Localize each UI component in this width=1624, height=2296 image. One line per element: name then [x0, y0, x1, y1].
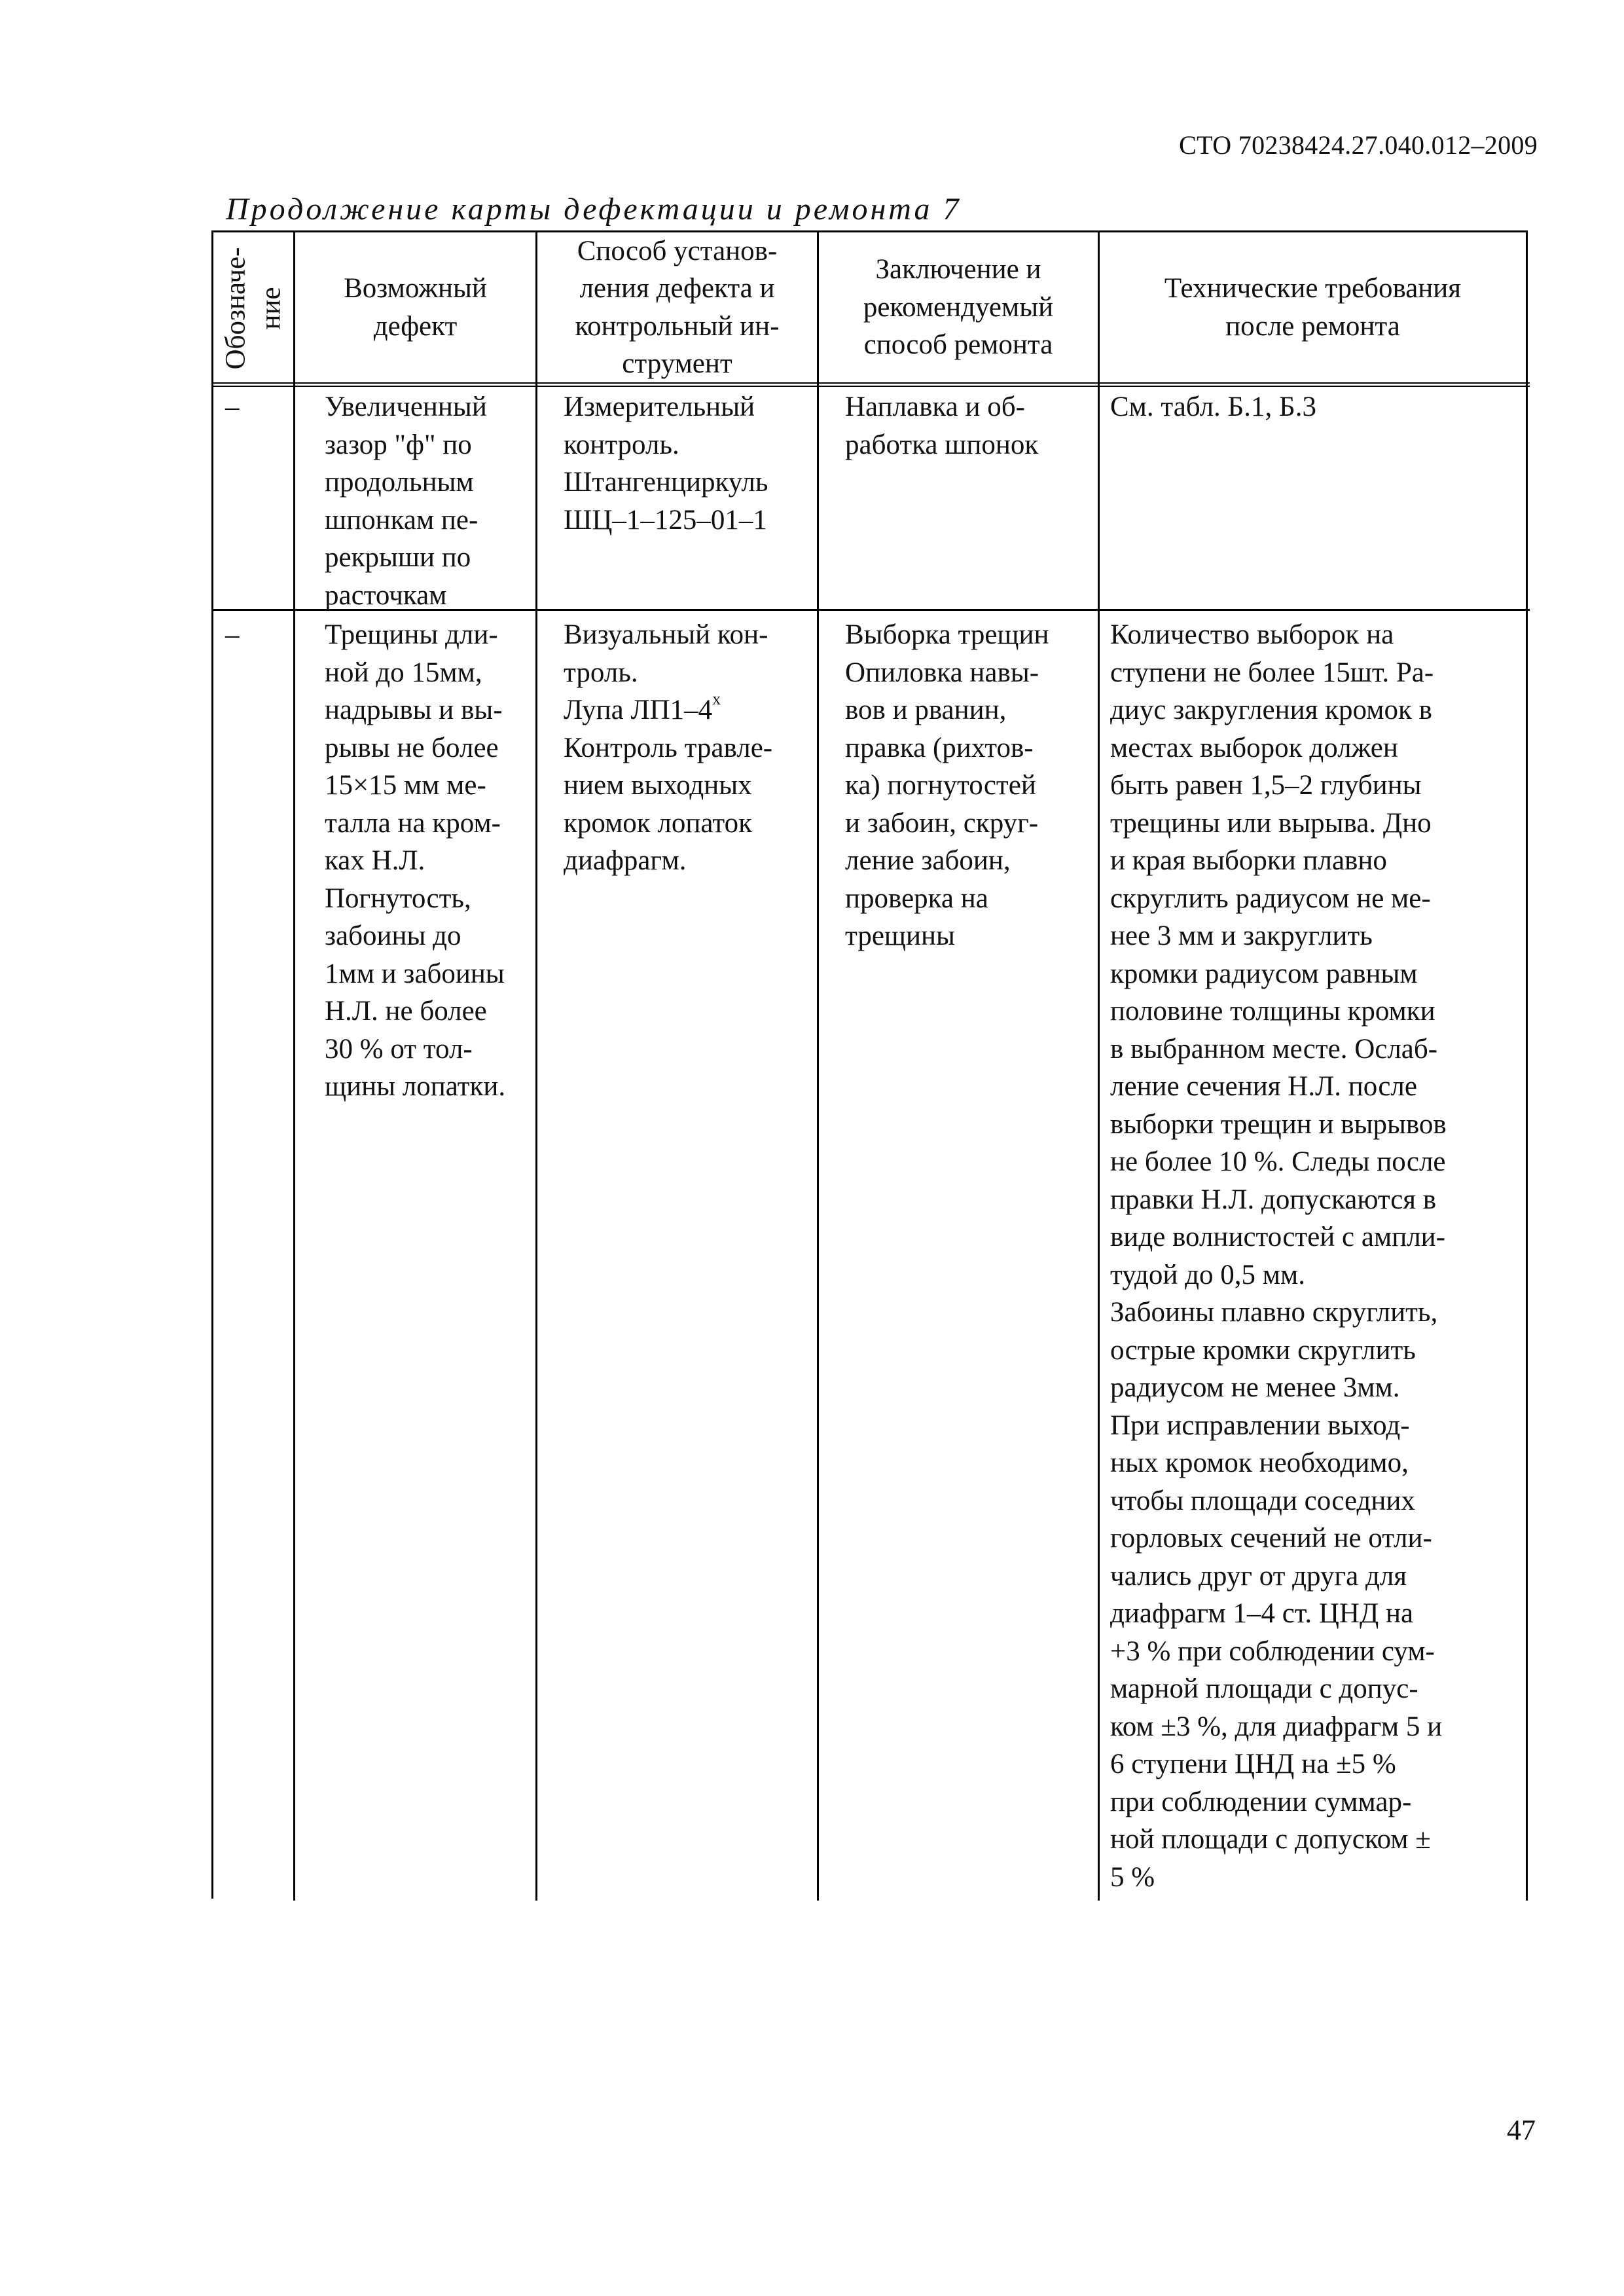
- requirement-line: марной площади с допус-: [1110, 1673, 1418, 1704]
- requirement-line: горловых сечений не отли-: [1110, 1523, 1432, 1554]
- requirement-line: правки Н.Л. допускаются в: [1110, 1184, 1437, 1215]
- row1-defect: Увеличенный зазор "ф" по продольным шпонкам пе- рекрыши по расточкам: [325, 392, 487, 611]
- row2-requirements: [1110, 616, 1447, 1896]
- requirement-line: скруглить радиусом не ме-: [1110, 883, 1431, 914]
- requirement-line: половине толщины кромки: [1110, 996, 1435, 1027]
- row2-method: Визуальный кон- троль. Лупа $ЛП1-4^х$ Контроль травле- нием выходных кромок лопаток диафрагм.: [564, 619, 773, 876]
- document-code: СТО 70238424.27.040.012–2009: [1179, 130, 1538, 160]
- header-designation: Обозначе- ние: [220, 247, 287, 370]
- header-defect: Возможный дефект: [344, 273, 487, 342]
- row1-requirements: См. табл. Б.1, Б.3: [1110, 392, 1316, 422]
- header-conclusion: Заключение и рекомендуемый способ ремонта: [863, 254, 1054, 361]
- column-divider: [1098, 232, 1100, 1901]
- requirement-line: ных кромок необходимо,: [1110, 1448, 1409, 1478]
- table-caption: Продолжение карты дефектации и ремонта 7: [226, 192, 962, 227]
- row1-conclusion: Наплавка и об- работка шпонок: [845, 392, 1039, 460]
- requirement-line: чались друг от друга для: [1110, 1560, 1407, 1592]
- requirement-line: 6 ступени ЦНД на ±5 %: [1110, 1749, 1396, 1779]
- requirement-line: радиусом не менее 3мм.: [1110, 1372, 1400, 1403]
- requirement-line: и края выборки плавно: [1110, 845, 1387, 876]
- requirement-line: ление сечения Н.Л. после: [1110, 1071, 1417, 1102]
- requirement-line: диафрагм 1–4 ст. ЦНД на: [1110, 1598, 1414, 1629]
- requirement-line: при соблюдении суммар-: [1110, 1786, 1412, 1817]
- requirement-line: +3 % при соблюдении сум-: [1110, 1635, 1435, 1667]
- requirement-line: местах выборок должен: [1110, 732, 1398, 763]
- requirement-line: в выбранном месте. Ослаб-: [1110, 1033, 1438, 1065]
- row2-defect: Трещины дли- ной до 15мм, надрывы и вы- рывы не более 15×15 мм ме- талла на кром- ках Н.Л. Погнутость, забоины до 1мм и забоины Н.Л. не более 30 % от тол- щины лопатки.: [325, 619, 506, 1102]
- requirement-line: быть равен 1,5–2 глубины: [1110, 770, 1422, 801]
- column-divider: [293, 232, 295, 1901]
- requirement-line: ной площади с допуском ±: [1110, 1824, 1431, 1855]
- page-number: 47: [1507, 2114, 1536, 2146]
- requirement-line: Количество выборок на: [1110, 619, 1394, 650]
- requirement-line: кромки радиусом равным: [1110, 958, 1418, 989]
- requirement-line: ступени не более 15шт. Ра-: [1110, 657, 1434, 688]
- requirement-line: виде волнистостей с ампли-: [1110, 1222, 1445, 1252]
- header-requirements: Технические требования после ремонта: [1164, 273, 1462, 342]
- row1-method: Измерительный контроль. Штангенциркуль ШЦ–1–125–01–1: [564, 392, 768, 536]
- requirement-line: диус закругления кромок в: [1110, 695, 1432, 725]
- column-divider: [535, 232, 537, 1901]
- requirement-line: выборки трещин и вырывов: [1110, 1108, 1447, 1140]
- requirement-line: трещины или вырыва. Дно: [1110, 807, 1432, 839]
- requirement-line: ком ±3 %, для диафрагм 5 и: [1110, 1711, 1443, 1742]
- requirement-line: 5 %: [1110, 1861, 1155, 1893]
- requirement-line: тудой до 0,5 мм.: [1110, 1259, 1305, 1290]
- requirement-line: нее 3 мм и закруглить: [1110, 920, 1373, 951]
- defect-table: [211, 230, 1528, 1899]
- requirement-line: острые кромки скруглить: [1110, 1334, 1416, 1366]
- requirement-line: При исправлении выход-: [1110, 1410, 1410, 1441]
- superscript-x: х: [712, 689, 721, 708]
- row2-designation: –: [225, 619, 240, 650]
- requirement-line: Забоины плавно скруглить,: [1110, 1297, 1438, 1328]
- row2-conclusion: Выборка трещин Опиловка навы- вов и рванин, правка (рихтов- ка) погнутостей и забоин, скруг- ление забоин, проверка на трещины: [845, 619, 1049, 951]
- header-method: Способ установ- ления дефекта и контрольный ин- струмент: [575, 235, 780, 379]
- requirement-line: чтобы площади соседних: [1110, 1485, 1415, 1516]
- column-divider: [817, 232, 819, 1901]
- header-divider: [213, 382, 1530, 387]
- column-divider: [1526, 232, 1528, 1901]
- row1-designation: –: [225, 392, 240, 422]
- requirement-line: не более 10 %. Следы после: [1110, 1146, 1446, 1177]
